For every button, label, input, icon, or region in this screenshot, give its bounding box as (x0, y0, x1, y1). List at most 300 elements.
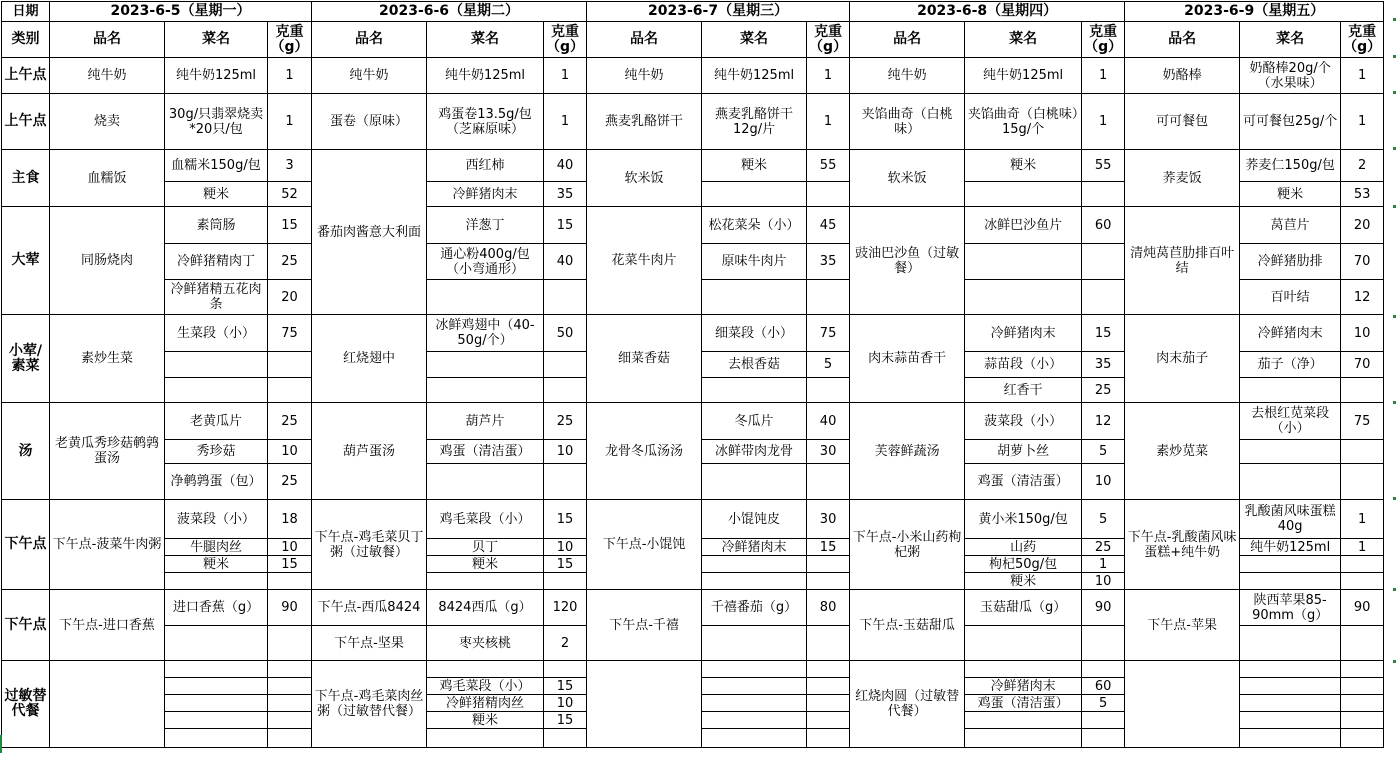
category-cell[interactable]: 上午点 (2, 58, 50, 94)
ingredient-cell[interactable] (427, 464, 544, 500)
ingredient-cell[interactable] (165, 678, 268, 695)
weight-cell[interactable]: 15 (544, 712, 587, 729)
ingredient-cell[interactable] (965, 244, 1082, 280)
ingredient-cell[interactable]: 荞麦仁150g/包 (1240, 150, 1341, 182)
header-dish[interactable]: 品名 (50, 22, 165, 58)
menu-spreadsheet[interactable] (1, 1, 1384, 748)
ingredient-cell[interactable]: 粳米 (702, 150, 807, 182)
ingredient-cell[interactable] (1240, 626, 1341, 661)
weight-cell[interactable] (268, 352, 312, 378)
header-ingredient[interactable]: 菜名 (702, 22, 807, 58)
dish-cell[interactable]: 下午点-玉菇甜瓜 (850, 590, 965, 661)
weight-cell[interactable]: 1 (1341, 539, 1384, 556)
ingredient-cell[interactable]: 净鹌鹑蛋（包） (165, 464, 268, 500)
ingredient-cell[interactable]: 30g/只翡翠烧卖*20只/包 (165, 94, 268, 150)
weight-cell[interactable]: 15 (1082, 315, 1125, 352)
dish-cell[interactable]: 肉末茄子 (1125, 315, 1240, 403)
ingredient-cell[interactable] (965, 182, 1082, 207)
ingredient-cell[interactable] (165, 626, 268, 661)
weight-cell[interactable]: 1 (544, 94, 587, 150)
weight-cell[interactable]: 2 (544, 626, 587, 661)
ingredient-cell[interactable] (1240, 573, 1341, 590)
ingredient-cell[interactable]: 粳米 (165, 182, 268, 207)
dish-cell[interactable]: 纯牛奶 (850, 58, 965, 94)
ingredient-cell[interactable]: 血糯米150g/包 (165, 150, 268, 182)
ingredient-cell[interactable]: 原味牛肉片 (702, 244, 807, 280)
ingredient-cell[interactable]: 冷鲜猪肋排 (1240, 244, 1341, 280)
ingredient-cell[interactable]: 粳米 (965, 573, 1082, 590)
weight-cell[interactable] (1341, 661, 1384, 678)
weight-cell[interactable] (1082, 280, 1125, 315)
ingredient-cell[interactable] (1240, 440, 1341, 464)
header-weight[interactable]: 克重（g） (1341, 22, 1384, 58)
weight-cell[interactable] (1341, 678, 1384, 695)
weight-cell[interactable]: 10 (268, 440, 312, 464)
dish-cell[interactable]: 葫芦蛋汤 (312, 403, 427, 500)
weight-cell[interactable] (807, 678, 850, 695)
dish-cell[interactable]: 下午点-坚果 (312, 626, 427, 661)
dish-cell[interactable]: 下午点-千禧 (587, 590, 702, 661)
weight-cell[interactable]: 15 (544, 207, 587, 244)
ingredient-cell[interactable]: 冬瓜片 (702, 403, 807, 440)
weight-cell[interactable] (1341, 464, 1384, 500)
ingredient-cell[interactable]: 进口香蕉（g） (165, 590, 268, 626)
header-ingredient[interactable]: 菜名 (165, 22, 268, 58)
dish-cell[interactable]: 清炖莴苣肋排百叶结 (1125, 207, 1240, 315)
weight-cell[interactable] (544, 352, 587, 378)
dish-cell[interactable]: 素炒苋菜 (1125, 403, 1240, 500)
ingredient-cell[interactable]: 冷鲜猪肉末 (1240, 315, 1341, 352)
weight-cell[interactable]: 60 (1082, 678, 1125, 695)
dish-cell[interactable]: 下午点-西瓜8424 (312, 590, 427, 626)
dish-cell[interactable]: 下午点-小馄饨 (587, 500, 702, 590)
ingredient-cell[interactable] (427, 280, 544, 315)
ingredient-cell[interactable] (1240, 464, 1341, 500)
category-cell[interactable]: 下午点 (2, 590, 50, 661)
ingredient-cell[interactable]: 冷鲜猪肉末 (965, 678, 1082, 695)
weight-cell[interactable]: 25 (268, 244, 312, 280)
ingredient-cell[interactable]: 粳米 (427, 556, 544, 573)
dish-cell[interactable]: 豉油巴沙鱼（过敏餐） (850, 207, 965, 315)
ingredient-cell[interactable] (702, 712, 807, 729)
dish-cell[interactable]: 荞麦饭 (1125, 150, 1240, 207)
ingredient-cell[interactable] (165, 573, 268, 590)
weight-cell[interactable]: 1 (807, 94, 850, 150)
weight-cell[interactable]: 60 (1082, 207, 1125, 244)
ingredient-cell[interactable]: 冷鲜猪肉末 (965, 315, 1082, 352)
dish-cell[interactable]: 软米饭 (587, 150, 702, 207)
dish-cell[interactable]: 素炒生菜 (50, 315, 165, 403)
header-weight[interactable]: 克重（g） (1082, 22, 1125, 58)
weight-cell[interactable] (1341, 695, 1384, 712)
ingredient-cell[interactable]: 纯牛奶125ml (427, 58, 544, 94)
weight-cell[interactable]: 25 (1082, 378, 1125, 403)
weight-cell[interactable] (544, 729, 587, 748)
ingredient-cell[interactable]: 冰鲜巴沙鱼片 (965, 207, 1082, 244)
dish-cell[interactable] (1125, 661, 1240, 748)
ingredient-cell[interactable]: 玉菇甜瓜（g） (965, 590, 1082, 626)
weight-cell[interactable]: 80 (807, 590, 850, 626)
weight-cell[interactable]: 1 (1082, 94, 1125, 150)
dish-cell[interactable]: 纯牛奶 (312, 58, 427, 94)
dish-cell[interactable]: 番茄肉酱意大利面 (312, 150, 427, 315)
category-cell[interactable]: 大荤 (2, 207, 50, 315)
ingredient-cell[interactable] (1240, 661, 1341, 678)
ingredient-cell[interactable] (702, 678, 807, 695)
ingredient-cell[interactable] (965, 661, 1082, 678)
weight-cell[interactable]: 35 (1082, 352, 1125, 378)
weight-cell[interactable] (268, 661, 312, 678)
weight-cell[interactable]: 75 (1341, 403, 1384, 440)
ingredient-cell[interactable]: 冷鲜猪肉末 (427, 182, 544, 207)
weight-cell[interactable]: 5 (1082, 440, 1125, 464)
weight-cell[interactable]: 10 (1082, 464, 1125, 500)
ingredient-cell[interactable] (165, 661, 268, 678)
ingredient-cell[interactable] (702, 695, 807, 712)
dish-cell[interactable]: 蛋卷（原味） (312, 94, 427, 150)
weight-cell[interactable]: 20 (268, 280, 312, 315)
dish-cell[interactable]: 下午点-乳酸菌风味蛋糕+纯牛奶 (1125, 500, 1240, 590)
ingredient-cell[interactable]: 菠菜段（小） (165, 500, 268, 539)
ingredient-cell[interactable]: 枣夹核桃 (427, 626, 544, 661)
ingredient-cell[interactable]: 冰鲜鸡翅中（40-50g/个） (427, 315, 544, 352)
weight-cell[interactable]: 50 (544, 315, 587, 352)
dish-cell[interactable]: 下午点-鸡毛菜肉丝粥（过敏替代餐） (312, 661, 427, 748)
weight-cell[interactable] (807, 280, 850, 315)
category-cell[interactable]: 小荤/素菜 (2, 315, 50, 403)
ingredient-cell[interactable]: 鸡毛菜段（小） (427, 678, 544, 695)
weight-cell[interactable]: 90 (268, 590, 312, 626)
ingredient-cell[interactable]: 洋葱丁 (427, 207, 544, 244)
weight-cell[interactable]: 12 (1082, 403, 1125, 440)
dish-cell[interactable] (587, 661, 702, 748)
ingredient-cell[interactable] (165, 712, 268, 729)
ingredient-cell[interactable]: 鸡蛋（清洁蛋） (965, 464, 1082, 500)
date-label[interactable]: 日期 (2, 2, 50, 22)
dish-cell[interactable]: 肉末蒜苗香干 (850, 315, 965, 403)
ingredient-cell[interactable]: 奶酪棒20g/个（水果味） (1240, 58, 1341, 94)
ingredient-cell[interactable] (165, 695, 268, 712)
weight-cell[interactable]: 2 (1341, 150, 1384, 182)
dish-cell[interactable]: 同肠烧肉 (50, 207, 165, 315)
weight-cell[interactable] (1082, 712, 1125, 729)
weight-cell[interactable]: 1 (1082, 58, 1125, 94)
weight-cell[interactable]: 1 (807, 58, 850, 94)
weight-cell[interactable] (544, 573, 587, 590)
header-dish[interactable]: 品名 (850, 22, 965, 58)
weight-cell[interactable]: 15 (268, 556, 312, 573)
header-weight[interactable]: 克重（g） (268, 22, 312, 58)
date-mon[interactable]: 2023-6-5（星期一） (50, 2, 312, 22)
date-tue[interactable]: 2023-6-6（星期二） (312, 2, 587, 22)
weight-cell[interactable] (1341, 626, 1384, 661)
ingredient-cell[interactable] (427, 729, 544, 748)
weight-cell[interactable]: 40 (544, 150, 587, 182)
ingredient-cell[interactable]: 胡萝卜丝 (965, 440, 1082, 464)
weight-cell[interactable] (807, 695, 850, 712)
ingredient-cell[interactable]: 黄小米150g/包 (965, 500, 1082, 539)
dish-cell[interactable]: 下午点-菠菜牛肉粥 (50, 500, 165, 590)
dish-cell[interactable]: 燕麦乳酪饼干 (587, 94, 702, 150)
ingredient-cell[interactable]: 千禧番茄（g） (702, 590, 807, 626)
weight-cell[interactable] (544, 464, 587, 500)
weight-cell[interactable] (1082, 729, 1125, 748)
weight-cell[interactable]: 25 (268, 403, 312, 440)
weight-cell[interactable]: 10 (1082, 573, 1125, 590)
date-wed[interactable]: 2023-6-7（星期三） (587, 2, 850, 22)
ingredient-cell[interactable]: 通心粉400g/包（小弯通形） (427, 244, 544, 280)
ingredient-cell[interactable] (965, 280, 1082, 315)
dish-cell[interactable]: 花菜牛肉片 (587, 207, 702, 315)
ingredient-cell[interactable]: 茄子（净） (1240, 352, 1341, 378)
ingredient-cell[interactable]: 菠菜段（小） (965, 403, 1082, 440)
ingredient-cell[interactable] (427, 661, 544, 678)
weight-cell[interactable] (807, 573, 850, 590)
dish-cell[interactable]: 红烧翅中 (312, 315, 427, 403)
header-dish[interactable]: 品名 (587, 22, 702, 58)
ingredient-cell[interactable]: 牛腿肉丝 (165, 539, 268, 556)
date-thu[interactable]: 2023-6-8（星期四） (850, 2, 1125, 22)
dish-cell[interactable]: 下午点-鸡毛菜贝丁粥（过敏餐） (312, 500, 427, 590)
weight-cell[interactable] (1341, 378, 1384, 403)
ingredient-cell[interactable]: 粳米 (165, 556, 268, 573)
weight-cell[interactable]: 1 (1341, 500, 1384, 539)
weight-cell[interactable]: 1 (544, 58, 587, 94)
weight-cell[interactable]: 1 (268, 94, 312, 150)
weight-cell[interactable] (268, 695, 312, 712)
weight-cell[interactable]: 10 (544, 539, 587, 556)
ingredient-cell[interactable]: 枸杞50g/包 (965, 556, 1082, 573)
weight-cell[interactable] (807, 378, 850, 403)
weight-cell[interactable] (268, 573, 312, 590)
category-cell[interactable]: 过敏替代餐 (2, 661, 50, 748)
dish-cell[interactable]: 芙蓉鲜蔬汤 (850, 403, 965, 500)
ingredient-cell[interactable]: 冷鲜猪精五花肉条 (165, 280, 268, 315)
ingredient-cell[interactable]: 百叶结 (1240, 280, 1341, 315)
ingredient-cell[interactable] (965, 729, 1082, 748)
dish-cell[interactable]: 老黄瓜秀珍菇鹌鹑蛋汤 (50, 403, 165, 500)
weight-cell[interactable]: 18 (268, 500, 312, 539)
weight-cell[interactable]: 40 (544, 244, 587, 280)
ingredient-cell[interactable]: 粳米 (1240, 182, 1341, 207)
ingredient-cell[interactable]: 纯牛奶125ml (1240, 539, 1341, 556)
weight-cell[interactable]: 3 (268, 150, 312, 182)
ingredient-cell[interactable]: 乳酸菌风味蛋糕40g (1240, 500, 1341, 539)
header-weight[interactable]: 克重（g） (544, 22, 587, 58)
category-cell[interactable]: 上午点 (2, 94, 50, 150)
dish-cell[interactable]: 奶酪棒 (1125, 58, 1240, 94)
ingredient-cell[interactable]: 去根红苋菜段（小） (1240, 403, 1341, 440)
dish-cell[interactable]: 细菜香菇 (587, 315, 702, 403)
weight-cell[interactable] (807, 556, 850, 573)
dish-cell[interactable]: 烧卖 (50, 94, 165, 150)
date-fri[interactable]: 2023-6-9（星期五） (1125, 2, 1384, 22)
ingredient-cell[interactable]: 细菜段（小） (702, 315, 807, 352)
header-weight[interactable]: 克重（g） (807, 22, 850, 58)
weight-cell[interactable] (544, 661, 587, 678)
dish-cell[interactable]: 红烧肉圆（过敏替代餐） (850, 661, 965, 748)
weight-cell[interactable] (544, 378, 587, 403)
dish-cell[interactable]: 软米饭 (850, 150, 965, 207)
ingredient-cell[interactable]: 可可餐包25g/个 (1240, 94, 1341, 150)
weight-cell[interactable]: 40 (807, 403, 850, 440)
ingredient-cell[interactable]: 8424西瓜（g） (427, 590, 544, 626)
ingredient-cell[interactable]: 鸡蛋（清洁蛋） (965, 695, 1082, 712)
ingredient-cell[interactable]: 粳米 (965, 150, 1082, 182)
weight-cell[interactable]: 75 (268, 315, 312, 352)
ingredient-cell[interactable]: 秀珍菇 (165, 440, 268, 464)
header-category[interactable]: 类别 (2, 22, 50, 58)
weight-cell[interactable] (807, 729, 850, 748)
ingredient-cell[interactable]: 冰鲜带肉龙骨 (702, 440, 807, 464)
weight-cell[interactable]: 70 (1341, 244, 1384, 280)
weight-cell[interactable]: 75 (807, 315, 850, 352)
weight-cell[interactable]: 15 (268, 207, 312, 244)
weight-cell[interactable] (268, 729, 312, 748)
ingredient-cell[interactable] (1240, 378, 1341, 403)
weight-cell[interactable]: 70 (1341, 352, 1384, 378)
dish-cell[interactable]: 龙骨冬瓜汤汤 (587, 403, 702, 500)
ingredient-cell[interactable]: 西红柿 (427, 150, 544, 182)
weight-cell[interactable] (268, 378, 312, 403)
weight-cell[interactable]: 30 (807, 440, 850, 464)
ingredient-cell[interactable] (165, 729, 268, 748)
ingredient-cell[interactable] (702, 573, 807, 590)
weight-cell[interactable] (1341, 440, 1384, 464)
weight-cell[interactable]: 1 (1082, 556, 1125, 573)
weight-cell[interactable]: 35 (807, 244, 850, 280)
header-ingredient[interactable]: 菜名 (965, 22, 1082, 58)
ingredient-cell[interactable] (427, 352, 544, 378)
ingredient-cell[interactable]: 燕麦乳酪饼干12g/片 (702, 94, 807, 150)
weight-cell[interactable]: 25 (268, 464, 312, 500)
ingredient-cell[interactable]: 去根香菇 (702, 352, 807, 378)
ingredient-cell[interactable]: 冷鲜猪精肉丁 (165, 244, 268, 280)
ingredient-cell[interactable]: 小馄饨皮 (702, 500, 807, 539)
ingredient-cell[interactable] (965, 712, 1082, 729)
weight-cell[interactable] (268, 712, 312, 729)
weight-cell[interactable] (1082, 661, 1125, 678)
category-cell[interactable]: 下午点 (2, 500, 50, 590)
ingredient-cell[interactable]: 贝丁 (427, 539, 544, 556)
ingredient-cell[interactable]: 鸡蛋卷13.5g/包（芝麻原味） (427, 94, 544, 150)
ingredient-cell[interactable]: 冷鲜猪肉末 (702, 539, 807, 556)
ingredient-cell[interactable] (165, 378, 268, 403)
ingredient-cell[interactable]: 葫芦片 (427, 403, 544, 440)
ingredient-cell[interactable]: 红香干 (965, 378, 1082, 403)
weight-cell[interactable] (268, 626, 312, 661)
weight-cell[interactable]: 15 (544, 678, 587, 695)
header-dish[interactable]: 品名 (1125, 22, 1240, 58)
category-cell[interactable]: 主食 (2, 150, 50, 207)
weight-cell[interactable] (544, 280, 587, 315)
weight-cell[interactable]: 10 (544, 695, 587, 712)
weight-cell[interactable]: 1 (268, 58, 312, 94)
ingredient-cell[interactable] (165, 352, 268, 378)
weight-cell[interactable] (807, 712, 850, 729)
ingredient-cell[interactable]: 松花菜朵（小） (702, 207, 807, 244)
weight-cell[interactable]: 90 (1341, 590, 1384, 626)
weight-cell[interactable] (807, 182, 850, 207)
dish-cell[interactable]: 纯牛奶 (50, 58, 165, 94)
ingredient-cell[interactable]: 蒜苗段（小） (965, 352, 1082, 378)
ingredient-cell[interactable]: 纯牛奶125ml (965, 58, 1082, 94)
weight-cell[interactable] (1082, 626, 1125, 661)
dish-cell[interactable] (50, 661, 165, 748)
weight-cell[interactable]: 55 (807, 150, 850, 182)
weight-cell[interactable] (268, 678, 312, 695)
weight-cell[interactable]: 5 (1082, 500, 1125, 539)
dish-cell[interactable]: 纯牛奶 (587, 58, 702, 94)
ingredient-cell[interactable]: 莴苣片 (1240, 207, 1341, 244)
ingredient-cell[interactable] (702, 556, 807, 573)
category-cell[interactable]: 汤 (2, 403, 50, 500)
ingredient-cell[interactable] (702, 729, 807, 748)
weight-cell[interactable]: 15 (544, 556, 587, 573)
dish-cell[interactable]: 下午点-进口香蕉 (50, 590, 165, 661)
weight-cell[interactable]: 35 (544, 182, 587, 207)
ingredient-cell[interactable]: 冷鲜猪精肉丝 (427, 695, 544, 712)
weight-cell[interactable]: 1 (1341, 94, 1384, 150)
weight-cell[interactable]: 55 (1082, 150, 1125, 182)
ingredient-cell[interactable]: 生菜段（小） (165, 315, 268, 352)
weight-cell[interactable] (1082, 182, 1125, 207)
ingredient-cell[interactable] (702, 626, 807, 661)
ingredient-cell[interactable] (702, 378, 807, 403)
weight-cell[interactable]: 10 (1341, 315, 1384, 352)
weight-cell[interactable]: 12 (1341, 280, 1384, 315)
ingredient-cell[interactable] (427, 378, 544, 403)
ingredient-cell[interactable]: 陕西苹果85-90mm（g） (1240, 590, 1341, 626)
ingredient-cell[interactable]: 纯牛奶125ml (702, 58, 807, 94)
dish-cell[interactable]: 血糯饭 (50, 150, 165, 207)
weight-cell[interactable] (1341, 573, 1384, 590)
ingredient-cell[interactable] (1240, 678, 1341, 695)
ingredient-cell[interactable]: 夹馅曲奇（白桃味）15g/个 (965, 94, 1082, 150)
header-ingredient[interactable]: 菜名 (427, 22, 544, 58)
weight-cell[interactable] (1341, 556, 1384, 573)
weight-cell[interactable] (1341, 712, 1384, 729)
weight-cell[interactable]: 25 (544, 403, 587, 440)
weight-cell[interactable]: 45 (807, 207, 850, 244)
dish-cell[interactable]: 夹馅曲奇（白桃味） (850, 94, 965, 150)
dish-cell[interactable]: 可可餐包 (1125, 94, 1240, 150)
weight-cell[interactable]: 5 (1082, 695, 1125, 712)
weight-cell[interactable] (1082, 244, 1125, 280)
header-ingredient[interactable]: 菜名 (1240, 22, 1341, 58)
weight-cell[interactable]: 20 (1341, 207, 1384, 244)
weight-cell[interactable]: 53 (1341, 182, 1384, 207)
weight-cell[interactable] (1341, 729, 1384, 748)
ingredient-cell[interactable] (427, 573, 544, 590)
ingredient-cell[interactable] (702, 661, 807, 678)
weight-cell[interactable]: 30 (807, 500, 850, 539)
ingredient-cell[interactable] (1240, 556, 1341, 573)
ingredient-cell[interactable]: 素筒肠 (165, 207, 268, 244)
ingredient-cell[interactable] (1240, 712, 1341, 729)
weight-cell[interactable] (807, 464, 850, 500)
weight-cell[interactable]: 15 (807, 539, 850, 556)
weight-cell[interactable]: 1 (1341, 58, 1384, 94)
ingredient-cell[interactable] (1240, 695, 1341, 712)
header-dish[interactable]: 品名 (312, 22, 427, 58)
weight-cell[interactable] (807, 626, 850, 661)
ingredient-cell[interactable]: 鸡蛋（清洁蛋） (427, 440, 544, 464)
weight-cell[interactable]: 15 (544, 500, 587, 539)
weight-cell[interactable]: 120 (544, 590, 587, 626)
ingredient-cell[interactable]: 纯牛奶125ml (165, 58, 268, 94)
dish-cell[interactable]: 下午点-苹果 (1125, 590, 1240, 661)
